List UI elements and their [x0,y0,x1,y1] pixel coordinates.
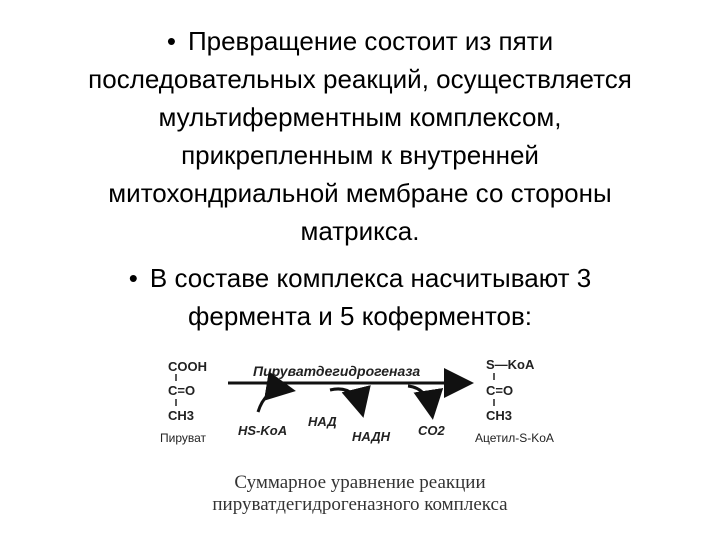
caption-line-2: пируватдегидрогеназного комплекса [212,494,508,515]
nadh-label: НАДН [352,429,391,444]
pyruvate-label: Пируват [160,431,207,445]
pyruvate-ch3: CH3 [168,408,195,423]
pyruvate-co: C=O [168,383,196,398]
bullet-1-line-6: матрикса. [300,216,420,246]
co2-out-arrow [408,386,432,414]
pyruvate-cooh: COOH [168,359,207,374]
hs-koa-in-arrow [258,389,290,412]
acetyl-ch3: CH3 [486,408,513,423]
hs-koa-label: HS-KoA [238,423,288,438]
bullet-2-line-2: фермента и 5 коферментов: [188,301,532,331]
nad-label: НАД [308,414,337,429]
bullet-1-line-1: • Превращение состоит из пяти [166,26,554,56]
acetyl-label: Ацетил-S-KoA [475,431,554,445]
bullet-1-line-4: прикрепленным к внутренней [181,140,539,170]
bullet-1-line-5: митохондриальной мембране со стороны [108,178,612,208]
caption-line-1: Суммарное уравнение реакции [234,472,486,493]
bullet-1-line-2: последовательных реакций, осуществляется [88,64,632,94]
enzyme-label: Пируватдегидрогеназа [253,363,421,379]
bullet-marker: • [128,263,138,293]
bullet-2-line-1: • В составе комплекса насчитывают 3 [128,263,592,293]
acetyl-skoa-top: S—KoA [486,357,535,372]
bullet-marker: • [166,26,176,56]
co2-label: CO2 [418,423,445,438]
acetyl-co: C=O [486,383,514,398]
nad-to-nadh-arrow [330,389,362,412]
bullet-1-line-3: мультиферментным комплексом, [158,102,562,132]
